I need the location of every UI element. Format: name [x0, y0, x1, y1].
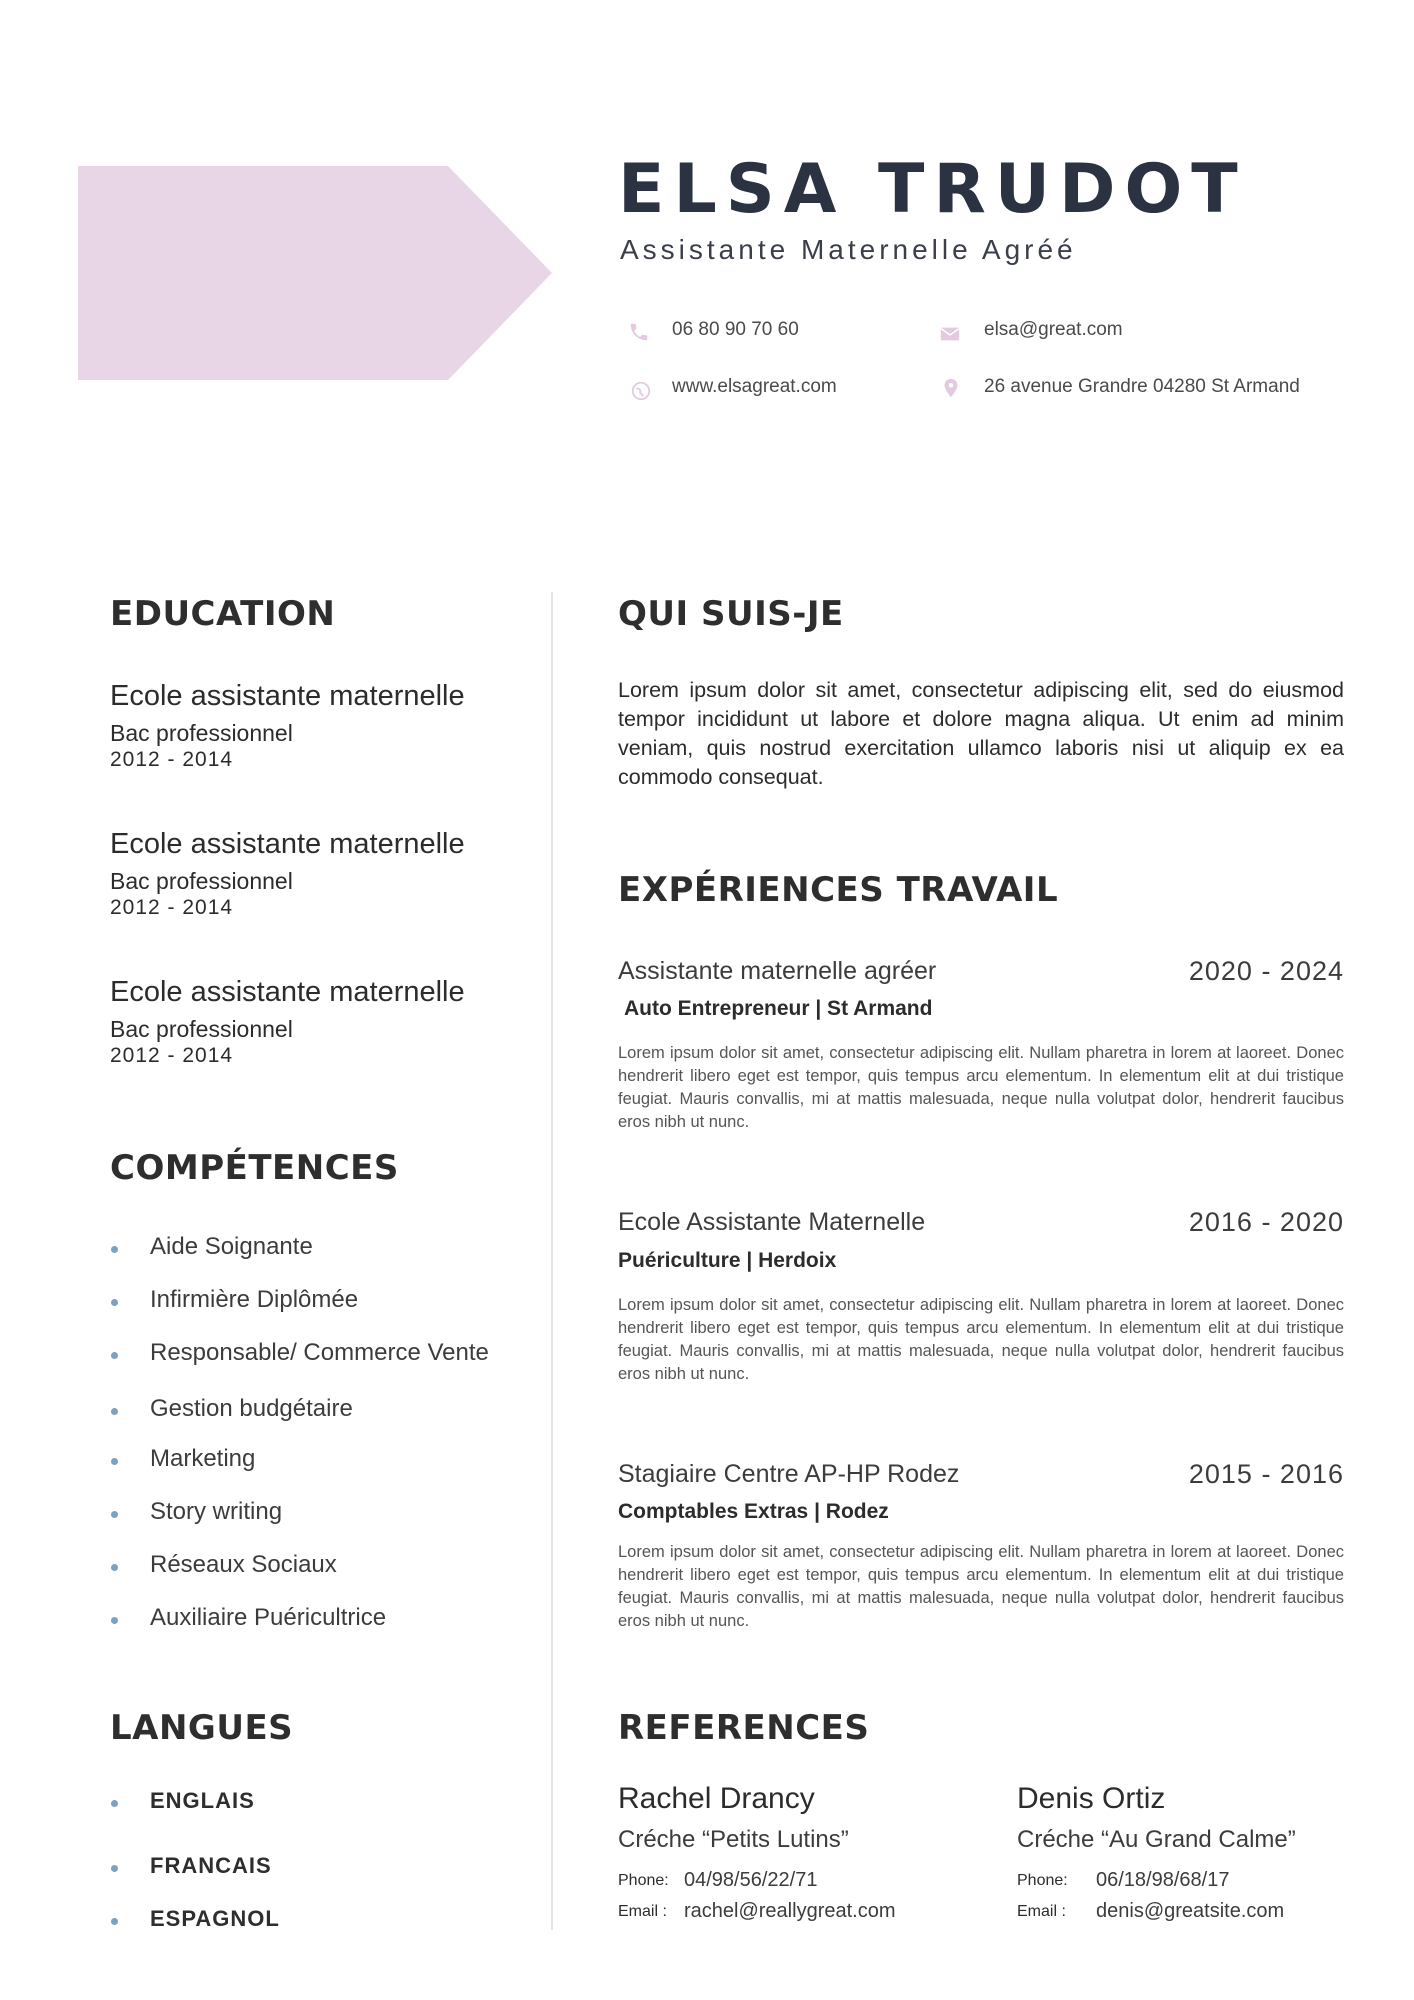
- about-text: Lorem ipsum dolor sit amet, consectetur adipiscing elit, sed do eiusmod tempor incididunt ut labore et dolore magna aliqua. Ut enim ad minim veniam, quis nostrud exercitation ullamco laboris nisi ut aliquip ex ea commodo consequat.: [618, 678, 1344, 789]
- reference-name: Rachel Drancy: [618, 1782, 815, 1815]
- language-item: FRANCAIS: [150, 1853, 272, 1878]
- skill-item: Gestion budgétaire: [150, 1395, 353, 1422]
- bullet-dot: [111, 1246, 118, 1253]
- email-icon: [939, 323, 961, 345]
- contact-website[interactable]: www.elsagreat.com: [672, 376, 837, 397]
- reference-organization: Créche “Au Grand Calme”: [1017, 1826, 1296, 1853]
- skill-item: Aide Soignante: [150, 1233, 313, 1260]
- reference-phone[interactable]: 04/98/56/22/71: [684, 1869, 818, 1891]
- job-years: 2016 - 2020: [1188, 1207, 1344, 1237]
- job-title: Assistante maternelle agréer: [618, 957, 937, 985]
- education-years: 2012 - 2014: [110, 748, 234, 771]
- experience-heading: EXPÉRIENCES TRAVAIL: [618, 870, 1059, 910]
- contact-email[interactable]: elsa@great.com: [984, 319, 1123, 340]
- job-years: 2015 - 2016: [1188, 1459, 1344, 1489]
- job-company: Auto Entrepreneur | St Armand: [624, 997, 933, 1020]
- language-item: ESPAGNOL: [150, 1906, 280, 1931]
- education-years: 2012 - 2014: [110, 896, 234, 919]
- bullet-dot: [111, 1918, 118, 1925]
- contact-phone[interactable]: 06 80 90 70 60: [672, 319, 799, 340]
- language-item: ENGLAIS: [150, 1788, 255, 1813]
- header-banner-shape: [78, 166, 552, 380]
- job-company: Comptables Extras | Rodez: [618, 1500, 889, 1523]
- bullet-dot: [111, 1352, 118, 1359]
- bullet-dot: [111, 1511, 118, 1518]
- education-degree: Bac professionnel: [110, 720, 293, 746]
- skill-item: Réseaux Sociaux: [150, 1551, 337, 1578]
- reference-email-label: Email :: [618, 1903, 667, 1920]
- reference-phone-label: Phone:: [618, 1872, 669, 1889]
- bullet-dot: [111, 1865, 118, 1872]
- bullet-dot: [111, 1617, 118, 1624]
- bullet-dot: [111, 1408, 118, 1415]
- education-degree: Bac professionnel: [110, 868, 293, 894]
- education-school: Ecole assistante maternelle: [110, 828, 465, 860]
- reference-organization: Créche “Petits Lutins”: [618, 1826, 849, 1853]
- job-company: Puériculture | Herdoix: [618, 1249, 837, 1272]
- education-heading: EDUCATION: [110, 594, 336, 634]
- skill-item: Marketing: [150, 1445, 256, 1472]
- job-title: Stagiaire Centre AP-HP Rodez: [618, 1460, 960, 1488]
- bullet-dot: [111, 1458, 118, 1465]
- reference-name: Denis Ortiz: [1017, 1782, 1166, 1815]
- skills-heading: COMPÉTENCES: [110, 1148, 399, 1188]
- reference-phone-label: Phone:: [1017, 1872, 1068, 1889]
- education-school: Ecole assistante maternelle: [110, 680, 465, 712]
- globe-icon: [630, 380, 652, 402]
- reference-phone[interactable]: 06/18/98/68/17: [1096, 1869, 1230, 1891]
- job-years: 2020 - 2024: [1188, 956, 1344, 986]
- skill-item: Responsable/ Commerce Vente: [150, 1339, 489, 1366]
- candidate-title: Assistante Maternelle Agréé: [620, 234, 1077, 265]
- job-description: Lorem ipsum dolor sit amet, consectetur adipiscing elit. Nullam pharetra in lorem at laoreet. Donec hendrerit libero eget est tempor, quis tempus arcu elementum. In elementum elit at dui tristique feugiat. Mauris convallis, mi at mattis malesuada, neque nulla volutpat dolor, hendrerit faucibus eros nibh ut nunc.: [618, 1044, 1344, 1131]
- education-school: Ecole assistante maternelle: [110, 976, 465, 1008]
- reference-email[interactable]: denis@greatsite.com: [1096, 1900, 1285, 1922]
- contact-address: 26 avenue Grandre 04280 St Armand: [984, 376, 1300, 397]
- reference-email[interactable]: rachel@reallygreat.com: [684, 1900, 896, 1922]
- skill-item: Story writing: [150, 1498, 283, 1525]
- job-title: Ecole Assistante Maternelle: [618, 1208, 926, 1236]
- job-description: Lorem ipsum dolor sit amet, consectetur adipiscing elit. Nullam pharetra in lorem at laoreet. Donec hendrerit libero eget est tempor, quis tempus arcu elementum. In elementum elit at dui tristique feugiat. Mauris convallis, mi at mattis malesuada, neque nulla volutpat dolor, hendrerit faucibus eros nibh ut nunc.: [618, 1543, 1344, 1630]
- about-heading: QUI SUIS-JE: [618, 594, 844, 634]
- bullet-dot: [111, 1299, 118, 1306]
- job-description: Lorem ipsum dolor sit amet, consectetur adipiscing elit. Nullam pharetra in lorem at laoreet. Donec hendrerit libero eget est tempor, quis tempus arcu elementum. In elementum elit at dui tristique feugiat. Mauris convallis, mi at mattis malesuada, neque nulla volutpat dolor, hendrerit faucibus eros nibh ut nunc.: [618, 1296, 1344, 1383]
- column-divider: [551, 592, 553, 1930]
- skill-item: Infirmière Diplômée: [150, 1286, 359, 1313]
- education-years: 2012 - 2014: [110, 1044, 234, 1067]
- phone-icon: [628, 321, 650, 343]
- bullet-dot: [111, 1564, 118, 1571]
- skill-item: Auxiliaire Puéricultrice: [150, 1604, 387, 1631]
- location-pin-icon: [940, 377, 962, 399]
- reference-email-label: Email :: [1017, 1903, 1066, 1920]
- bullet-dot: [111, 1800, 118, 1807]
- education-degree: Bac professionnel: [110, 1016, 293, 1042]
- candidate-name: ELSA TRUDOT: [618, 150, 1247, 229]
- references-heading: REFERENCES: [618, 1708, 870, 1748]
- languages-heading: LANGUES: [110, 1708, 294, 1748]
